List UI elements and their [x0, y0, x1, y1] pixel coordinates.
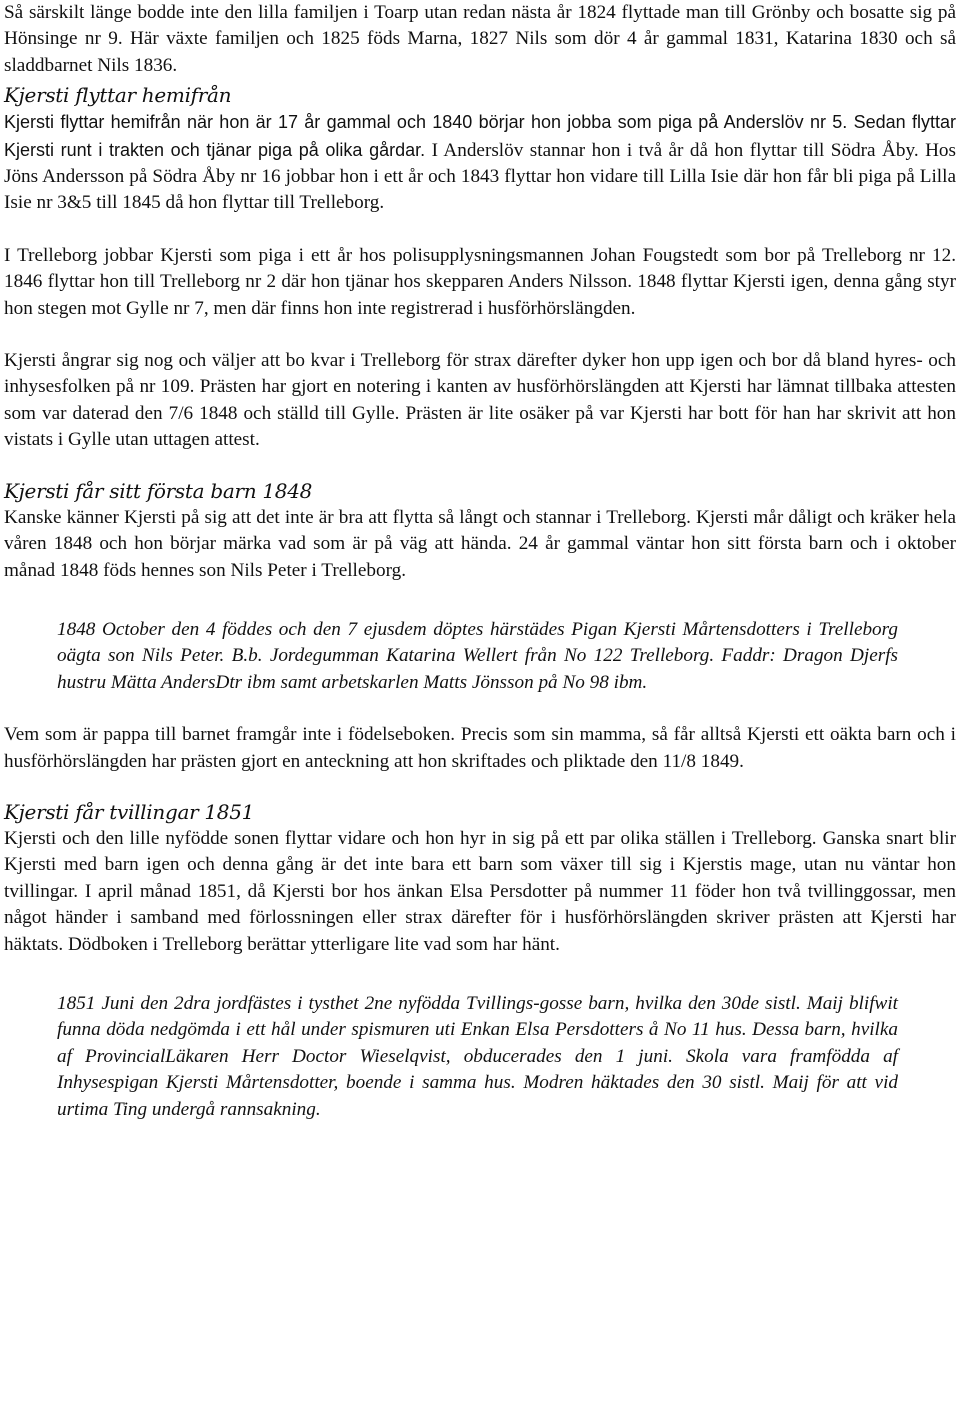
- paragraph-trelleborg-work: I Trelleborg jobbar Kjersti som piga i ett år hos polisupplysningsmannen Johan Fougstedt som bor på Trelleborg nr 12. 1846 flyttar hon till Trelleborg nr 2 där hon tjänar hos skepparen Anders Nilsson. 1848 flyttar Kjersti igen, denna gång styr hon stegen mot Gylle nr 7, men där finns hon inte registrerad i husförhörslängden.: [4, 244, 956, 319]
- paragraph-first-child: Kanske känner Kjersti på sig att det inte är bra att flytta så långt och stannar i Trelleborg. Kjersti mår dåligt och kräker hela våren 1848 och hon börjar märka vad som är på väg att hända. 24 år gammal väntar hon sitt första barn och i oktober månad 1848 föds hennes son Nils Peter i Trelleborg.: [4, 506, 956, 581]
- paragraph-leaves-home-serif-part: I Anderslöv stannar hon i två år då hon flyttar till Södra Åby. Hos Jöns Andersson på Södra Åby nr 16 jobbar hon i ett år och 1843 flyttar hon vidare till Lilla Isie där hon får bli piga på Lilla Isie nr 3&5 till 1845 då hon flyttar till Trelleborg.: [4, 139, 956, 214]
- paragraph-leaves-home-sans-part: Kjersti flyttar hemifrån när hon är 17 år gammal och 1840 börjar hon jobba som piga på Anderslöv nr 5. Sedan flyttar Kjersti runt i trakten och tjänar piga på olika gårdar.: [4, 112, 956, 160]
- paragraph-twins: Kjersti och den lille nyfödde sonen flyttar vidare och hon hyr in sig på ett par olika ställen i Trelleborg. Ganska snart blir Kjersti med barn igen och denna gång är det inte bara ett barn som växer till sig i Kjerstis mage, utan nu väntar hon tvillingar. I april månad 1851, då Kjersti bor hos änkan Elsa Persdotter på nummer 11 föder hon två tvillinggossar, men något händer i samband med förlossningen eller strax därefter för i husförhörslängden skriver prästen att Kjersti har häktats. Dödboken i Trelleborg berättar ytterligare lite vad som har hänt.: [4, 827, 956, 955]
- heading-twins: Kjersti får tvillingar 1851: [4, 799, 255, 824]
- paragraph-leaves-home: [4, 109, 956, 217]
- heading-leaves-home: Kjersti flyttar hemifrån: [4, 83, 232, 108]
- heading-first-child: Kjersti får sitt första barn 1848: [4, 478, 313, 503]
- paragraph-regret-stay: Kjersti ångrar sig nog och väljer att bo kvar i Trelleborg för strax därefter dyker hon upp igen och bor då bland hyres- och inhysesfolken på nr 109. Prästen har gjort en notering i kanten av husförhörslängden att Kjersti har lämnat tillbaka attesten som var daterad den 7/6 1848 och ställd till Gylle. Prästen är lite osäker på var Kjersti har bott för han har skrivit att hon vistats i Gylle utan uttagen attest.: [4, 350, 956, 451]
- paragraph-family-moves: Så särskilt länge bodde inte den lilla familjen i Toarp utan redan nästa år 1824 flyttade man till Grönby och bosatte sig på Hönsinge nr 9. Här växte familjen och 1825 föds Marna, 1827 Nils som dör 4 år gammal 1831, Katarina 1830 och så sladdbarnet Nils 1836.: [4, 2, 956, 76]
- document-page: [4, 0, 956, 1123]
- quote-birth-record: 1848 October den 4 föddes och den 7 ejusdem döptes härstädes Pigan Kjersti Mårtensdotters i Trelleborg oägta son Nils Peter. B.b. Jordegumman Katarina Wellert från No 122 Trelleborg. Faddr: Dragon Djerfs hustru Mätta AndersDtr ibm samt arbetskarlen Matts Jönsson på No 98 ibm.: [57, 618, 898, 693]
- paragraph-father-unknown: Vem som är pappa till barnet framgår inte i födelseboken. Precis som sin mamma, så får alltså Kjersti ett oäkta barn och i husförhörslängden har prästen gjort en anteckning att hon skriftades och pliktade den 11/8 1849.: [4, 724, 956, 772]
- quote-death-record: 1851 Juni den 2dra jordfästes i tysthet 2ne nyfödda Tvillings-gosse barn, hvilka den 30de sistl. Maij blifwit funna döda nedgömda i ett hål under spismuren uti Enkan Elsa Persdotters å No 11 hus. Dessa barn, hvilka af ProvincialLäkaren Herr Doctor Wieselqvist, obducerades den 1 juni. Skola vara framfödda af Inhysespigan Kjersti Mårtensdotter, boende i samma hus. Modren häktades den 30 sistl. Maij för att vid urtima Ting undergå rannsakning.: [57, 992, 898, 1120]
